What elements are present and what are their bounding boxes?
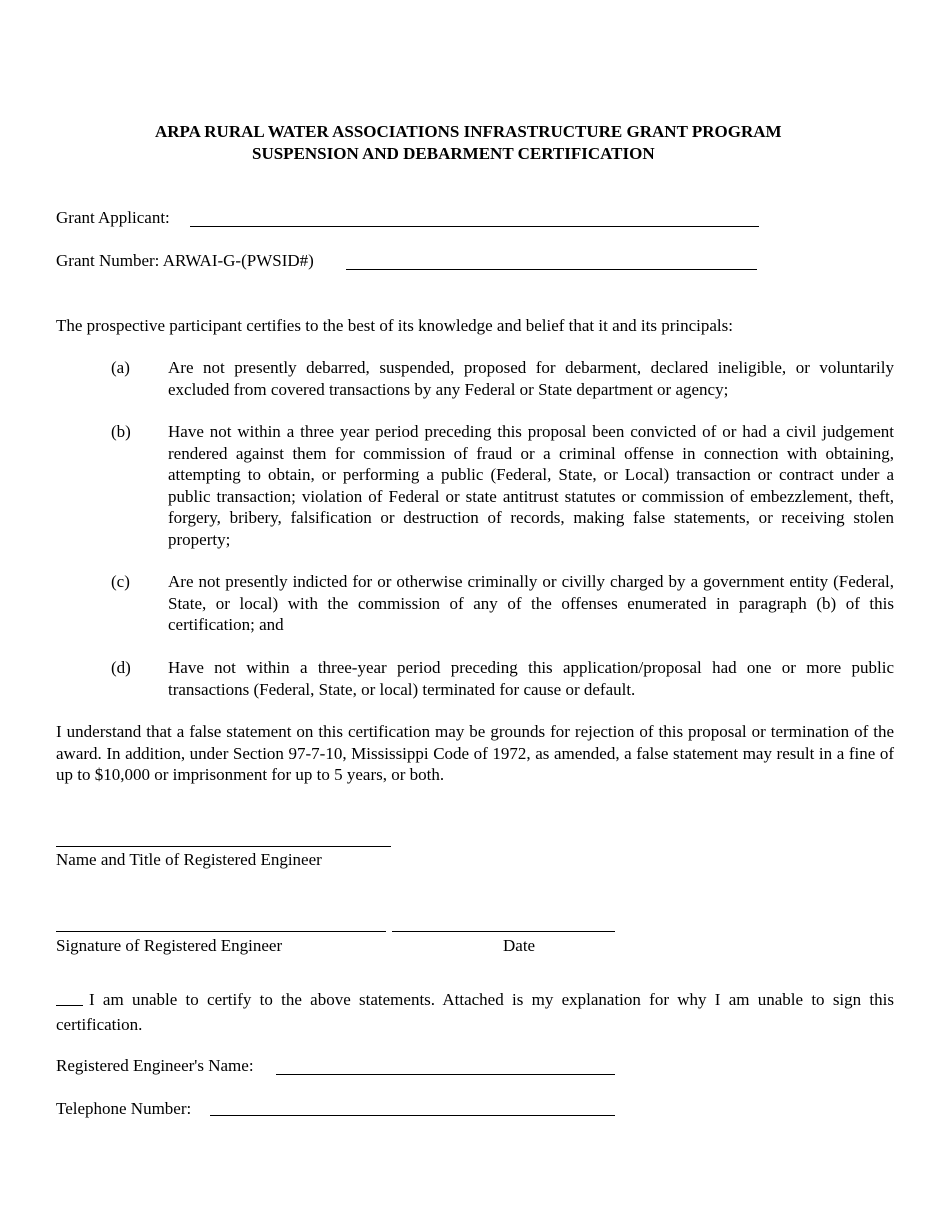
item-c-label: (c) [111, 572, 130, 591]
telephone-label: Telephone Number: [56, 1099, 192, 1118]
engineer-name-field[interactable] [276, 1074, 615, 1075]
item-b-label: (b) [111, 422, 131, 441]
grant-applicant-field[interactable] [190, 226, 759, 227]
item-b-text: Have not within a three year period preceding this proposal been convicted of or had a civil judgement rendered against them for commission of fraud or a criminal offense in connection with obtaining, attempting to obtain, or performing a public (Federal, State, or Local) transaction or contract under a public transaction; violation of Federal or state antitrust statutes or commission of embezzlement, theft, forgery, bribery, falsification or destruction of records, making false statements, or receiving stolen property; [168, 422, 894, 549]
grant-applicant-label: Grant Applicant: [56, 208, 170, 227]
grant-number-label: Grant Number: ARWAI-G-(PWSID#) [56, 251, 314, 270]
telephone-field[interactable] [210, 1115, 615, 1116]
grant-number-field[interactable] [346, 269, 757, 270]
page-title-line1: ARPA RURAL WATER ASSOCIATIONS INFRASTRUCTURE GRANT PROGRAM [155, 122, 782, 141]
signature-field[interactable] [56, 931, 386, 932]
item-a-label: (a) [111, 358, 130, 377]
engineer-name-label: Registered Engineer's Name: [56, 1056, 254, 1075]
date-field[interactable] [392, 931, 615, 932]
unable-text: I am unable to certify to the above statements. Attached is my explanation for why I am unable to sign this certification. [56, 990, 894, 1034]
page-title-line2: SUSPENSION AND DEBARMENT CERTIFICATION [252, 144, 655, 163]
item-c-text: Are not presently indicted for or otherwise criminally or civilly charged by a government entity (Federal, State, or local) with the commission of any of the offenses enumerated in paragraph (b) of this certification; and [168, 572, 894, 634]
name-title-label: Name and Title of Registered Engineer [56, 850, 322, 869]
signature-label: Signature of Registered Engineer [56, 936, 283, 955]
understand-paragraph: I understand that a false statement on this certification may be grounds for rejection of this proposal or termination of the award. In addition, under Section 97-7-10, Mississippi Code of 1972, as amended, a false statement may result in a fine of up to $10,000 or imprisonment for up to 5 years, or both. [56, 722, 894, 784]
item-d-label: (d) [111, 658, 131, 677]
item-a-text: Are not presently debarred, suspended, proposed for debarment, declared ineligible, or voluntarily excluded from covered transactions by any Federal or State department or agency; [168, 358, 894, 399]
intro-text: The prospective participant certifies to the best of its knowledge and belief that it and its principals: [56, 316, 733, 335]
date-label: Date [503, 936, 536, 955]
item-d-text: Have not within a three-year period preceding this application/proposal had one or more public transactions (Federal, State, or local) terminated for cause or default. [168, 658, 894, 699]
name-title-field[interactable] [56, 846, 391, 847]
